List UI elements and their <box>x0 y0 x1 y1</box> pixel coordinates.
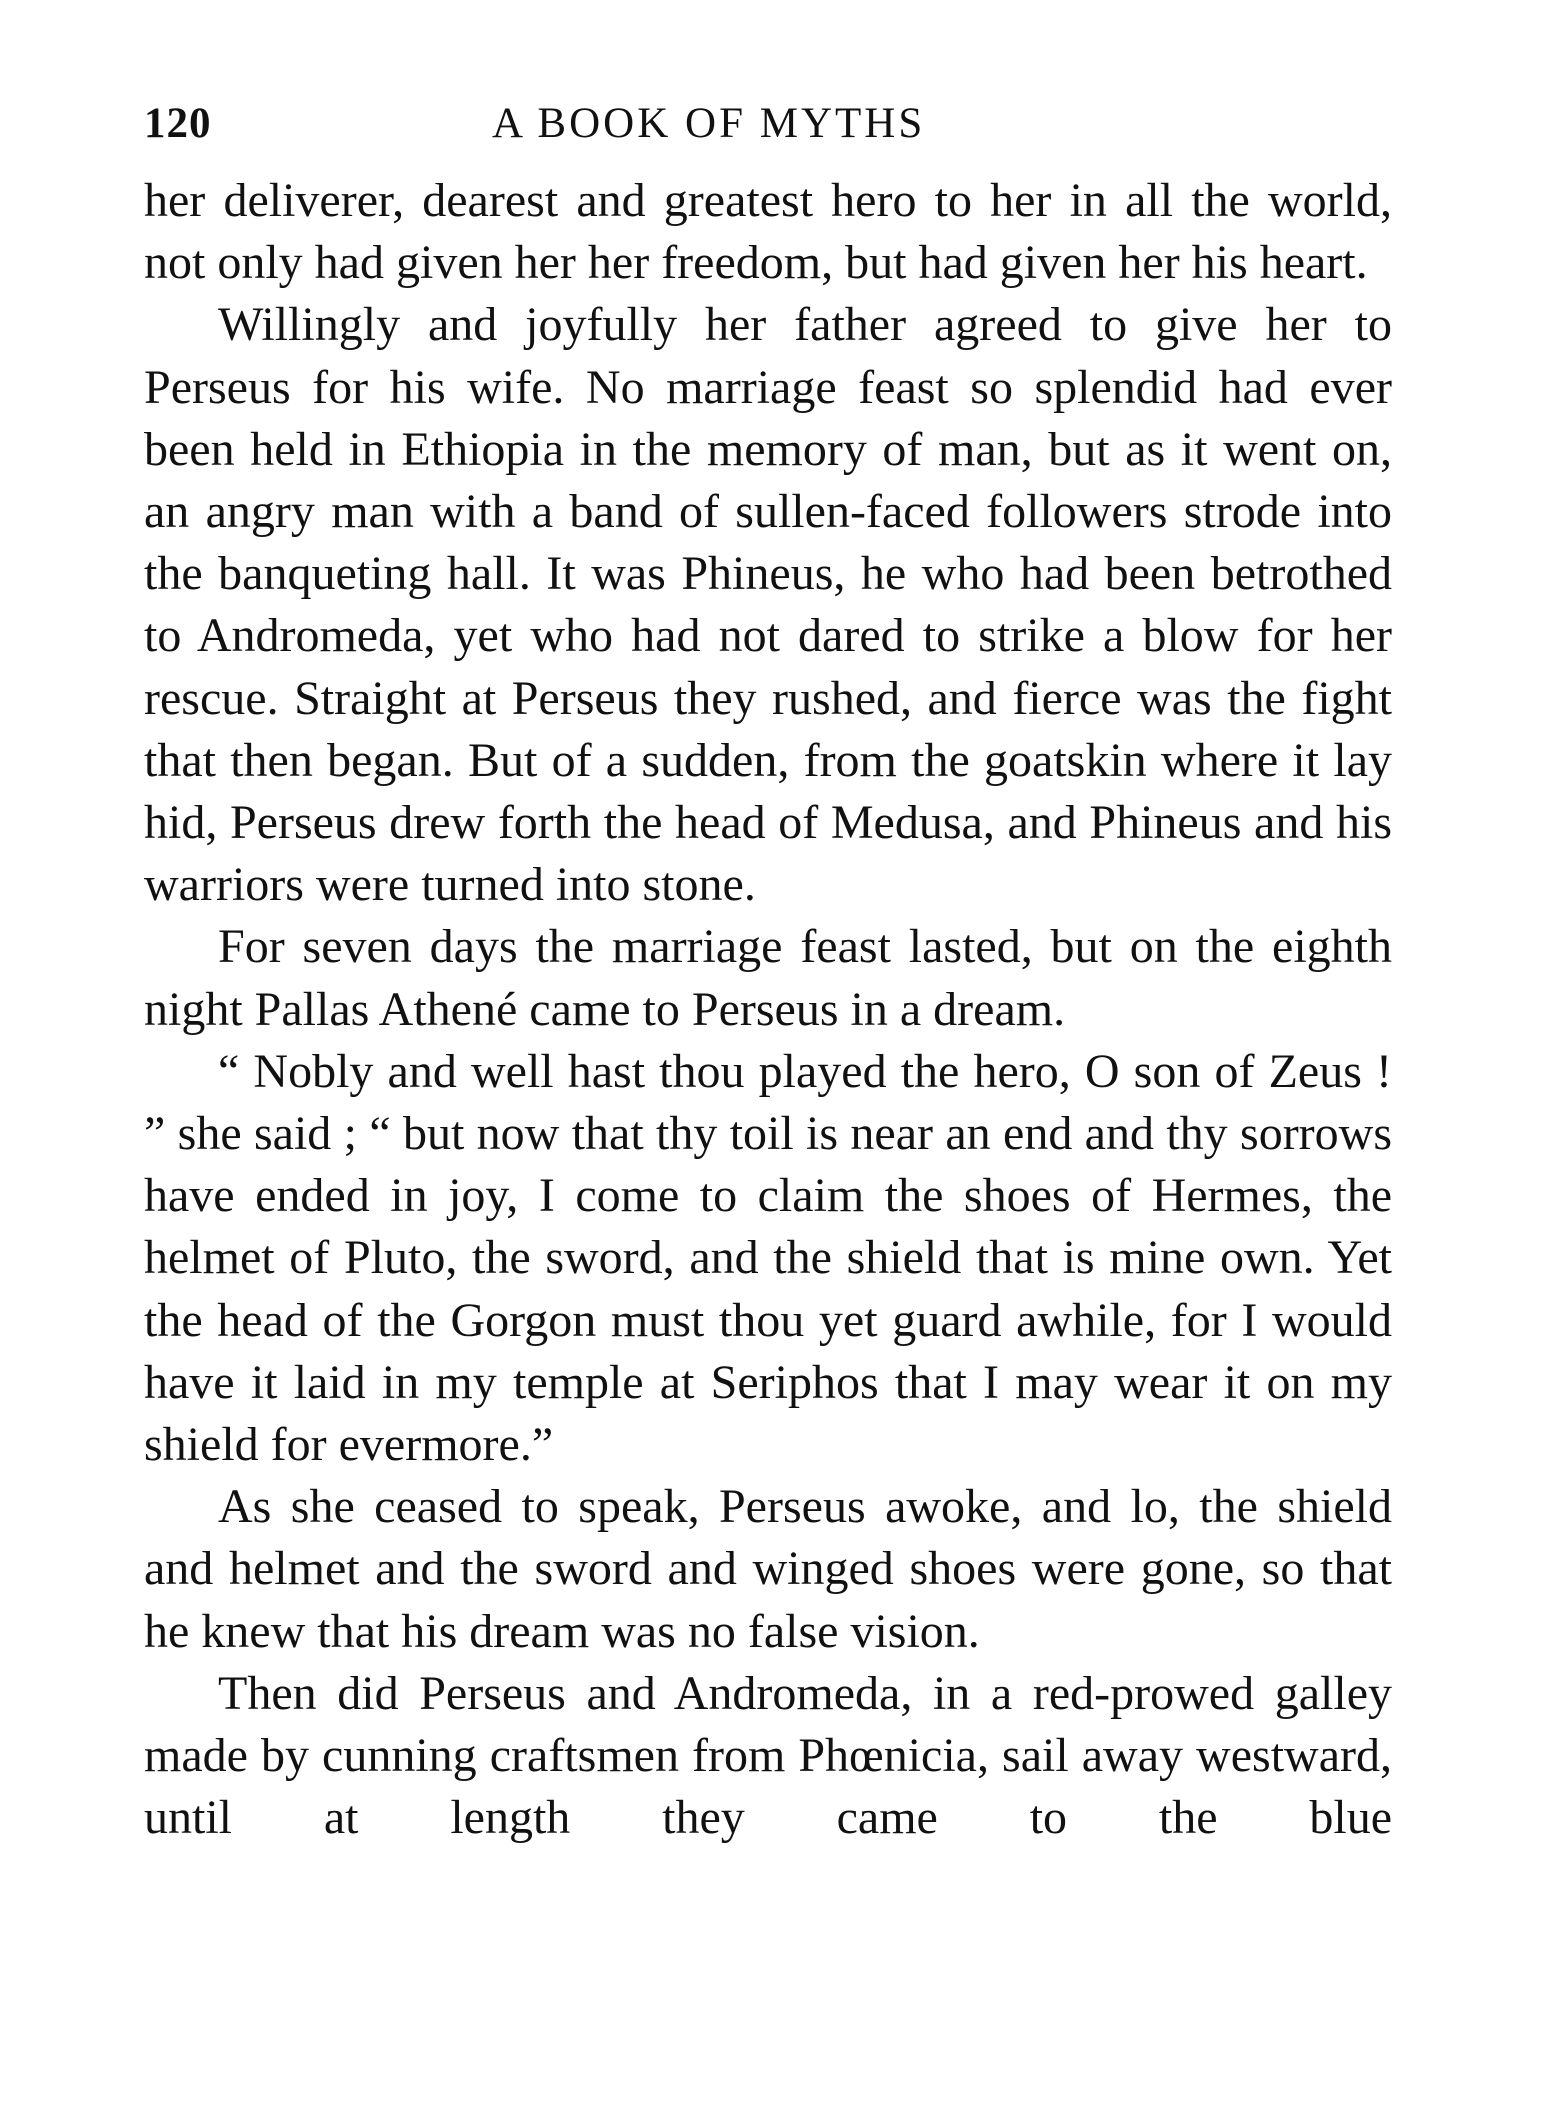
paragraph-voyage-westward: Then did Perseus and Andromeda, in a red-prowed galley made by cunning craftsmen from Phœnicia, sail away westward, until at length they came to the blue <box>144 1666 1392 1845</box>
paragraph-athene-dream: For seven days the marriage feast lasted, but on the eighth night Pallas Athené came to Perseus in a dream. <box>144 920 1392 1036</box>
page-number: 120 <box>144 100 212 147</box>
paragraph-marriage-feast: Willingly and joyfully her father agreed to give her to Perseus for his wife. No marriage feast so splendid had ever been held in Ethiopia in the memory of man, but as it went on, an angry man with a band of sullen-faced followers strode into the banqueting hall. It was Phineus, he who had been betrothed to Andromeda, yet who had not dared to strike a blow for her rescue. Straight at Perseus they rushed, and fierce was the fight that then began. But of a sudden, from the goatskin where it lay hid, Perseus drew forth the head of Medusa, and Phineus and his warriors were turned into stone. <box>144 298 1392 912</box>
page-header <box>144 88 1392 160</box>
paragraph-perseus-awakes: As she ceased to speak, Perseus awoke, and lo, the shield and helmet and the sword and winged shoes were gone, so that he knew that his dream was no false vision. <box>144 1480 1392 1658</box>
body-text <box>144 170 1392 1849</box>
running-title: A BOOK OF MYTHS <box>492 100 926 147</box>
paragraph-continuation: her deliverer, dearest and greatest hero to her in all the world, not only had given her her freedom, but had given her his heart. <box>144 174 1392 290</box>
paragraph-athene-speech: “ Nobly and well hast thou played the hero, O son of Zeus ! ” she said ; “ but now that thy toil is near an end and thy sorrows have ended in joy, I come to claim the shoes of Hermes, the helmet of Pluto, the sword, and the shield that is mine own. Yet the head of the Gorgon must thou yet guard awhile, for I would have it laid in my temple at Seriphos that I may wear it on my shield for evermore.” <box>144 1044 1392 1472</box>
book-page <box>144 88 1392 1849</box>
